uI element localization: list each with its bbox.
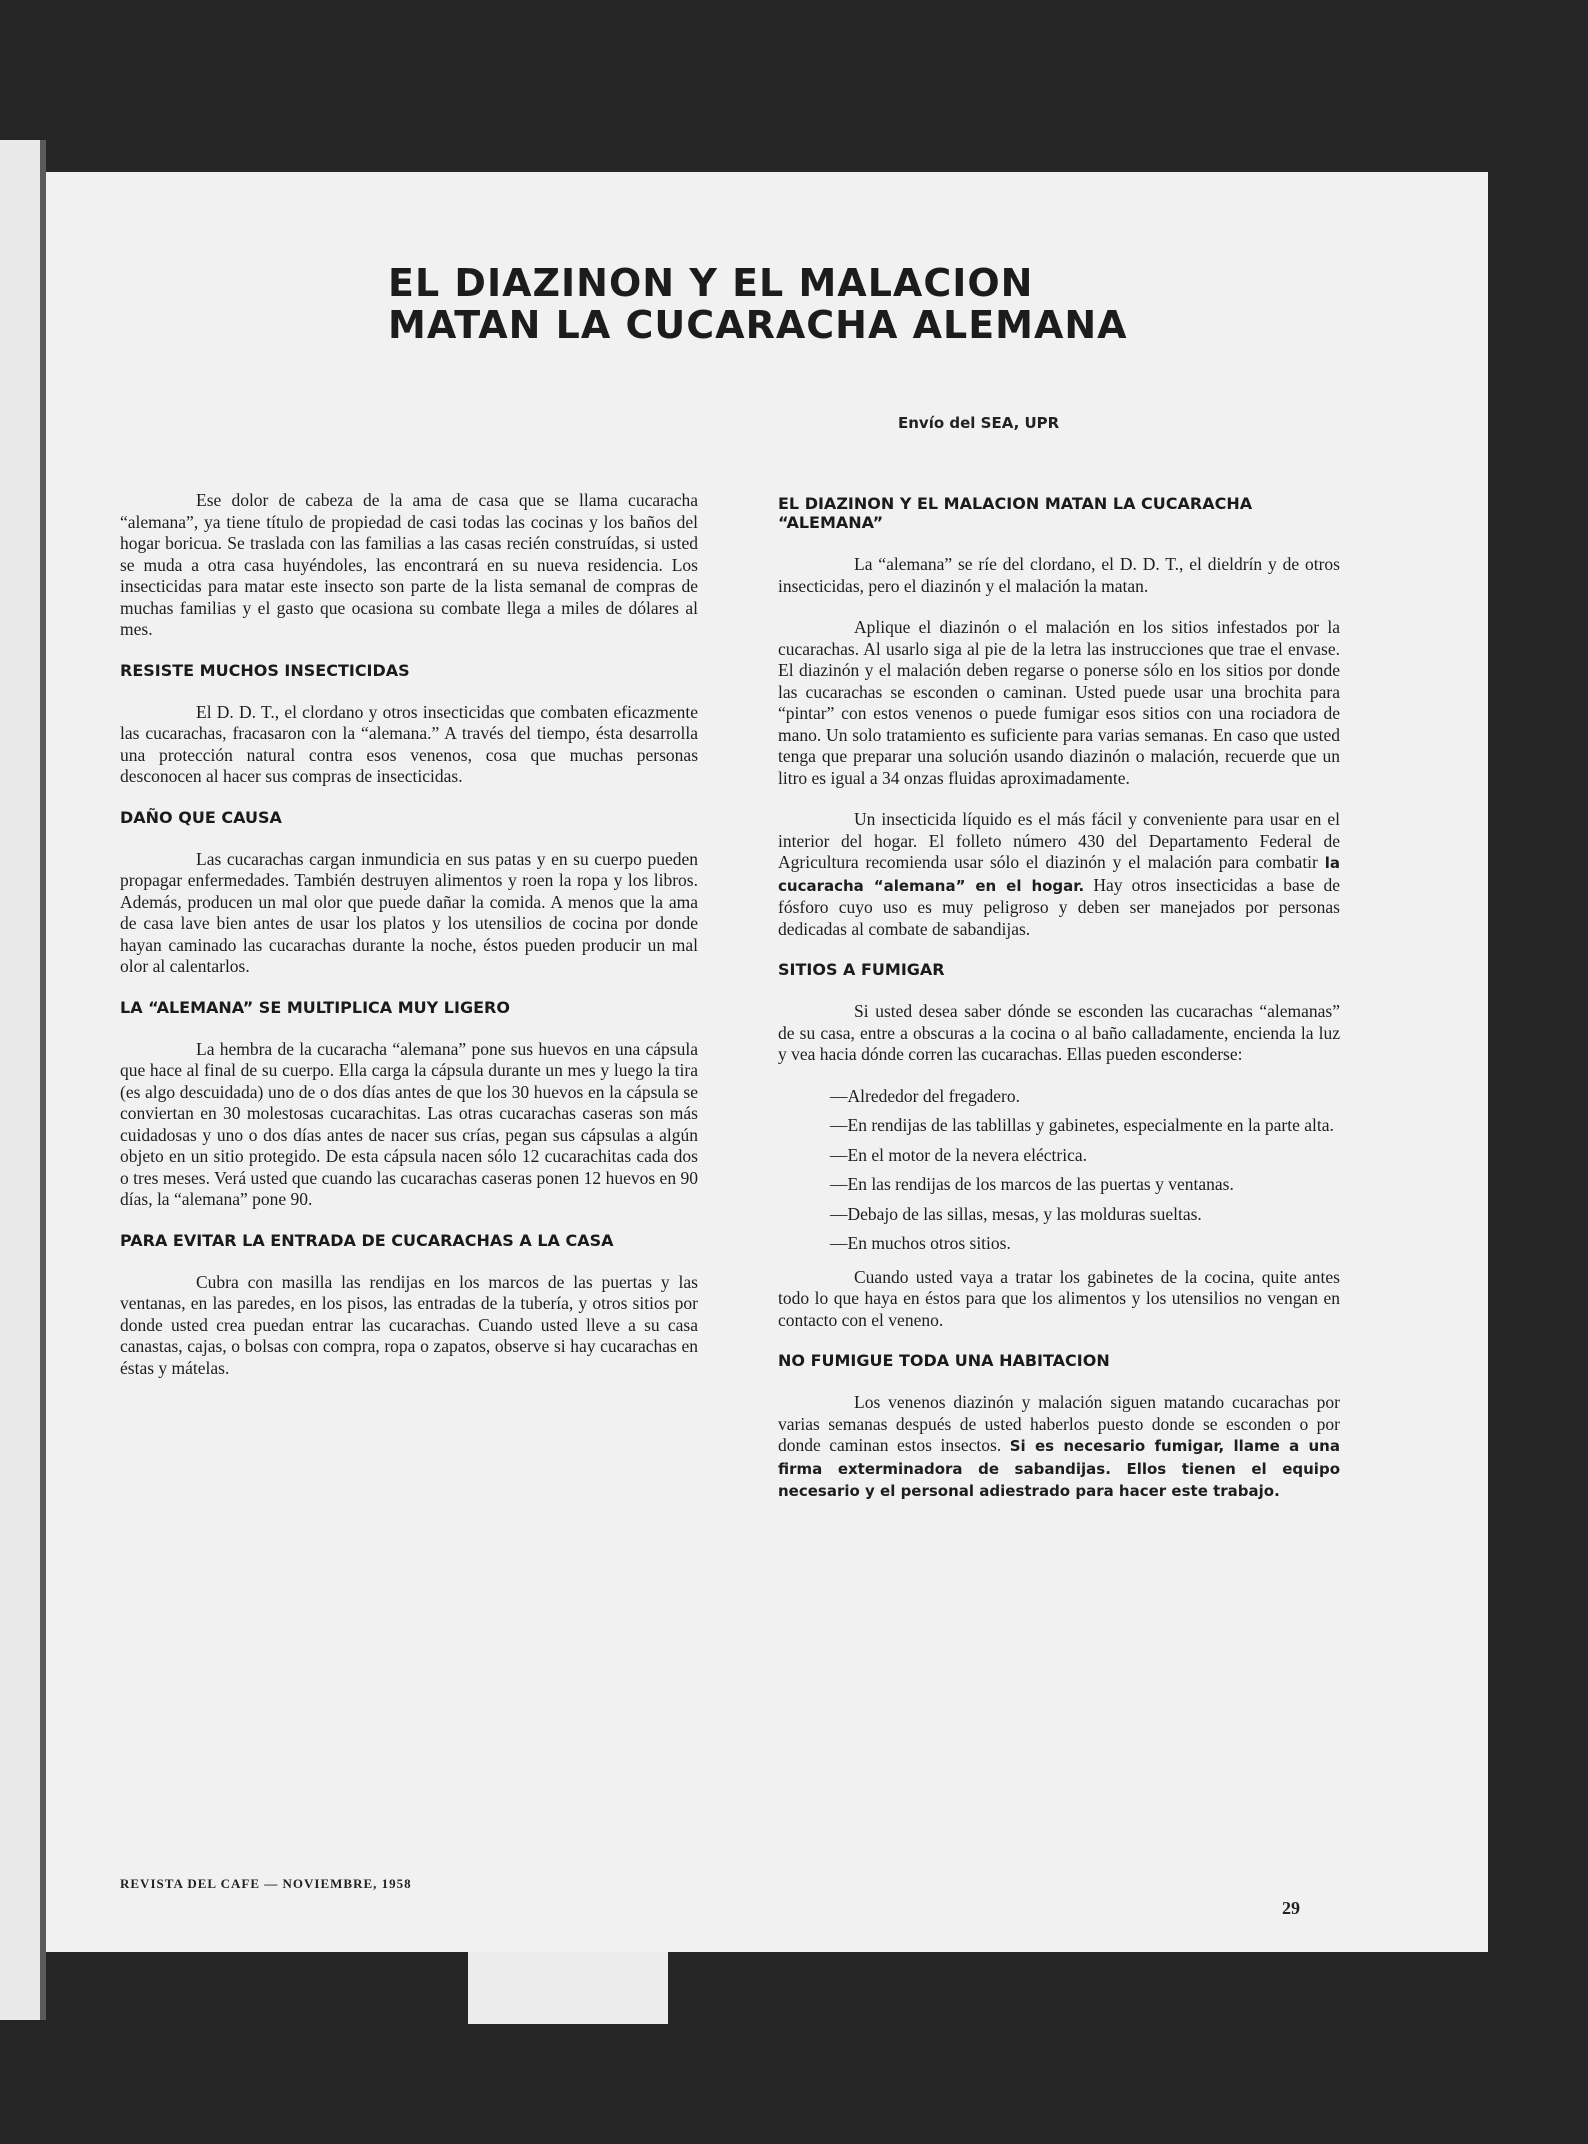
heading-dano: DAÑO QUE CAUSA bbox=[120, 807, 282, 827]
left-column bbox=[120, 490, 698, 1399]
paragraph-liquido bbox=[778, 809, 1340, 940]
paragraph-rie: La “alemana” se ríe del clordano, el D. D. T., el dieldrín y de otros insecticidas, pero el diazinón y el malación la matan. bbox=[778, 554, 1340, 596]
heading-multiplica: LA “ALEMANA” SE MULTIPLICA MUY LIGERO bbox=[120, 997, 510, 1017]
right-column bbox=[778, 490, 1340, 1523]
heading-matan: EL DIAZINON Y EL MALACION MATAN LA CUCARACHA “ALEMANA” bbox=[778, 494, 1253, 532]
list-item: —En muchos otros sitios. bbox=[830, 1233, 1011, 1253]
left-page-edge bbox=[0, 140, 46, 2020]
paragraph-multiplica: La hembra de la cucaracha “alemana” pone sus huevos en una cápsula que hace al final de su cuerpo. Ella carga la cápsula durante un mes y luego la tira (es algo descuidada) uno de o dos días antes de que los 30 huevos en la cápsula se conviertan en 30 molestosas cucarachitas. Las otras cucarachas caseras son más cuidadosas y uno o dos días antes de nacer sus crías, pegan sus cápsulas a algún objeto en un sitio protegido. De esta cápsula nacen sólo 12 cucarachitas cada dos o tres meses. Verá usted que cuando las cucarachas caseras ponen 12 huevos en 90 días, la “alemana” pone 90. bbox=[120, 1038, 698, 1209]
list-item: —En el motor de la nevera eléctrica. bbox=[830, 1144, 1088, 1165]
paragraph-dano: Las cucarachas cargan inmundicia en sus patas y en su cuerpo pueden propagar enfermedades. También destruyen alimentos y roen la ropa y los libros. Además, producen un mal olor que puede dañar la comida. A menos que la ama de casa lave bien antes de usar los platos y los utensilios de cocina por donde hayan caminado las cucarachas durante la noche, éstos pueden producir un mal olor al calentarlos. bbox=[120, 848, 698, 976]
liquido-text-a: Un insecticida líquido es el más fácil y conveniente para usar en el interior del hogar. El folleto número 430 del Departamento Federal de Agricultura recomienda usar sólo el diazinón y el malación para combatir bbox=[778, 809, 1340, 872]
venenos-text: Los venenos diazinón y malación siguen matando cucarachas por varias semanas después de usted haberlos puesto donde se esconden o por donde caminan estos insectos. bbox=[778, 1392, 1340, 1455]
hiding-places-list bbox=[778, 1086, 1340, 1255]
paragraph-evitar: Cubra con masilla las rendijas en los marcos de las puertas y las ventanas, en las paredes, en los pisos, las entradas de la tubería, y otros sitios por donde usted crea puedan entrar las cucarachas. Cuando usted lleve a su casa canastas, cajas, o bolsas con compra, ropa o zapatos, observe si hay cucarachas en éstas y mátelas. bbox=[120, 1271, 698, 1378]
title-line-1: EL DIAZINON Y EL MALACION bbox=[388, 261, 1034, 305]
heading-evitar: PARA EVITAR LA ENTRADA DE CUCARACHAS A LA CASA bbox=[120, 1230, 614, 1250]
title-line-2: MATAN LA CUCARACHA ALEMANA bbox=[388, 303, 1128, 347]
list-item: —Alrededor del fregadero. bbox=[830, 1085, 1020, 1106]
paragraph-sitios: Si usted desea saber dónde se esconden las cucarachas “alemanas” de su casa, entre a obscuras a la cocina o al baño calladamente, encienda la luz y vea hacia dónde corren las cucarachas. Ellas pueden esconderse: bbox=[778, 1001, 1340, 1064]
liquido-bold: la cucaracha “alemana” en el hogar. bbox=[778, 854, 1340, 895]
list-item: —Debajo de las sillas, mesas, y las molduras sueltas. bbox=[830, 1203, 1202, 1224]
heading-sitios: SITIOS A FUMIGAR bbox=[778, 960, 945, 979]
list-item: —En las rendijas de los marcos de las puertas y ventanas. bbox=[830, 1174, 1234, 1194]
paragraph-gabinetes: Cuando usted vaya a tratar los gabinetes de la cocina, quite antes todo lo que haya en éstos para que los alimentos y los utensilios no vengan en contacto con el veneno. bbox=[778, 1266, 1340, 1330]
liquido-text-b: Hay otros insecticidas a base de fósforo cuyo uso es muy peligroso y deben ser manejados por personas dedicadas al combate de sabandijas. bbox=[778, 874, 1340, 939]
paragraph-resiste: El D. D. T., el clordano y otros insecticidas que combaten eficazmente las cucarachas, fracasaron con la “alemana.” A través del tiempo, ésta desarrolla una protección natural contra esos venenos, cosa que muchas personas desconocen al hacer sus compras de insecticidas. bbox=[120, 701, 698, 786]
intro-paragraph: Ese dolor de cabeza de la ama de casa que se llama cucaracha “alemana”, ya tiene título de propiedad de casi todas las cocinas y los baños del hogar boricua. Se traslada con las familias a las casas recién construídas, si usted se muda a otra casa huyéndoles, las encontrará en su nueva residencia. Los insecticidas para matar este insecto son parte de la lista semanal de compras de muchas familias y el gasto que ocasiona su combate llega a miles de dólares al mes. bbox=[120, 490, 698, 639]
page-number: 29 bbox=[1282, 1898, 1300, 1918]
byline: Envío del SEA, UPR bbox=[898, 414, 1060, 432]
venenos-bold: Si es necesario fumigar, llame a una firma exterminadora de sabandijas. Ellos tienen el equipo necesario y el personal adiestrado para hacer este trabajo. bbox=[778, 1437, 1340, 1500]
publication-footer: REVISTA DEL CAFE — NOVIEMBRE, 1958 bbox=[120, 1876, 412, 1891]
heading-no-fumigue: NO FUMIGUE TODA UNA HABITACION bbox=[778, 1351, 1110, 1370]
paragraph-aplique: Aplique el diazinón o el malación en los sitios infestados por la cucarachas. Al usarlo siga al pie de la letra las instrucciones que trae el envase. El diazinón y el malación deben regarse o ponerse sólo en los sitios por donde las cucarachas se esconden o caminan. Usted puede usar una brochita para “pintar” con estos venenos o puede fumigar esos sitios con una rociadora de mano. Un solo tratamiento es suficiente para varias semanas. En caso que usted tenga que preparar una solución usando diazinón o malación, recuerde que un litro es igual a 34 onzas fluidas aproximadamente. bbox=[778, 617, 1340, 788]
list-item: —En rendijas de las tablillas y gabinetes, especialmente en la parte alta. bbox=[830, 1115, 1334, 1135]
heading-resiste: RESISTE MUCHOS INSECTICIDAS bbox=[120, 660, 410, 680]
page-bottom-tab bbox=[468, 1952, 668, 2024]
article-title bbox=[388, 262, 1148, 346]
paragraph-venenos bbox=[778, 1392, 1340, 1503]
